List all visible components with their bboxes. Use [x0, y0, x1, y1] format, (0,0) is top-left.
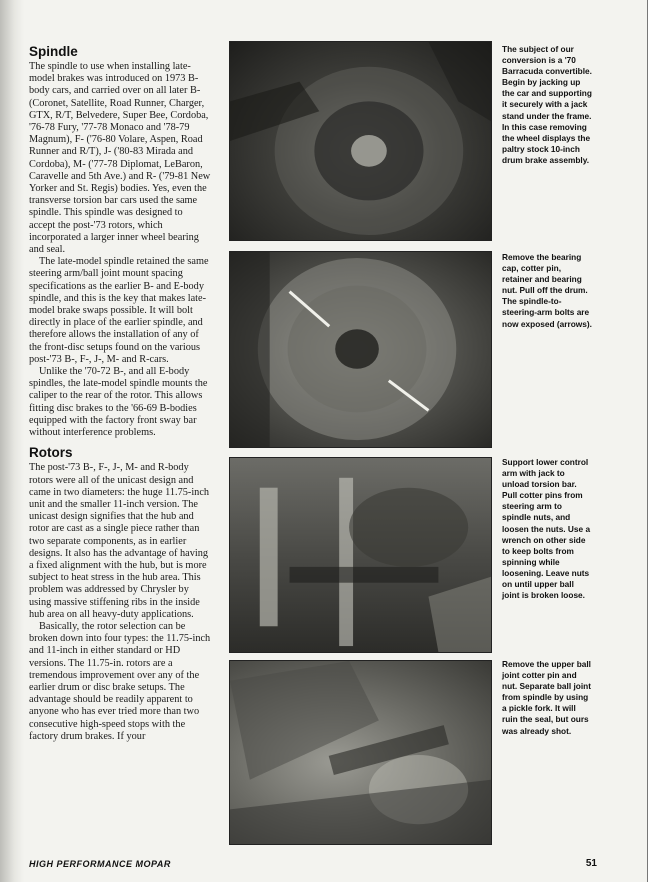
photo-caption-2: Remove the bearing cap, cotter pin, retainer and bearing nut. Pull off the drum. The spindle-to-steering-arm bolts are now exposed (arrows). [502, 252, 592, 329]
section-heading-rotors: Rotors [29, 445, 73, 461]
section-heading-spindle: Spindle [29, 44, 78, 59]
spindle-paragraph-2: The late-model spindle retained the same steering arm/ball joint mount spacing specifications as the earlier B- and E-body spindle, and this is the key that makes late-model brake swaps possible. It will bolt directly in place of the earlier spindle, and therefore allows the installation of any of the front-disc setups found on the various post-'73 B-, F-, J-, M- and R-cars. [29, 256, 209, 365]
photo-caption-1: The subject of our conversion is a '70 Barracuda convertible. Begin by jacking up the car and supporting it securely with a jack stand under the frame. In this case removing the wheel displays the paltry stock 10-inch drum brake assembly. [502, 44, 592, 165]
rotors-paragraph-1: The post-'73 B-, F-, J-, M- and R-body rotors were all of the unicast design and came in two diameters: the huge 11.75-inch unit and the smaller 11-inch version. The unicast design signifies that the hub and rotor are cast as a single piece rather than two separate components, as in earlier designs. It also has the advantage of having a fixed alignment with the hub, but is more subject to heat stress in the hub area. This problem was addressed by Chrysler by using massive stiffening ribs in the inside hub area on all heavy-duty applications. [29, 462, 210, 620]
spindle-paragraph-3: Unlike the '70-72 B-, and all E-body spindles, the late-model spindle mounts the caliper to the rear of the rotor. This allows fitting disc brakes to the '66-69 B-bodies equipped with the factory front sway bar without interference problems. [29, 366, 208, 439]
photo-caption-4: Remove the upper ball joint cotter pin and nut. Separate ball joint from spindle by using a pickle fork. It will ruin the seal, but ours was already shot. [502, 659, 591, 736]
footer-page-number: 51 [585, 858, 597, 869]
spindle-paragraph-1: The spindle to use when installing late-model brakes was introduced on 1973 B-body cars, and carried over on all later B- (Coronet, Satellite, Road Runner, Charger, GTX, R/T, Belvedere, Super Bee, Cordoba, '76-78 Fury, '77-78 Monaco and '78-79 Magnum), F- ('76-80 Volare, Aspen, Road Runner and R/T), J- ('80-83 Mirada and Cordoba), M- ('77-78 Diplomat, LeBaron, Caravelle and 5th Ave.) and R- ('79-81 New Yorker and St. Regis) bodies. Yes, even the transverse torsion bar cars used the same spindle. This spindle was designed to accept the post-'73 rotors, which incorporated a larger inner wheel bearing and seal. [29, 61, 211, 256]
page-binding-shadow [0, 0, 24, 882]
rotors-paragraph-2: Basically, the rotor selection can be broken down into four types: the 11.75-inch and 11-inch in either standard or HD versions. The 11.75-in. rotors are a tremendous improvement over any of the earlier drum or disc brake setups. The advantage should be readily apparent to anyone who has ever tried more than two consecutive high-speed stops with the factory drum brakes. If your [29, 620, 211, 742]
photo-ball-joint-pickle-fork [229, 660, 492, 845]
photo-caption-3: Support lower control arm with jack to unload torsion bar. Pull cotter pins from steering arm to spindle nuts, and loosen the nuts. Use a wrench on other side to keep bolts from spinning while loosening. Leave nuts on until upper ball joint is broken loose. [502, 457, 591, 601]
photo-drum-brake-assembly [229, 41, 492, 241]
footer-publication-name: HIGH PERFORMANCE MOPAR [29, 859, 171, 869]
photo-spindle-bolts-exposed [229, 251, 492, 448]
photo-control-arm-jack [229, 457, 492, 653]
body-text-column [29, 44, 211, 743]
